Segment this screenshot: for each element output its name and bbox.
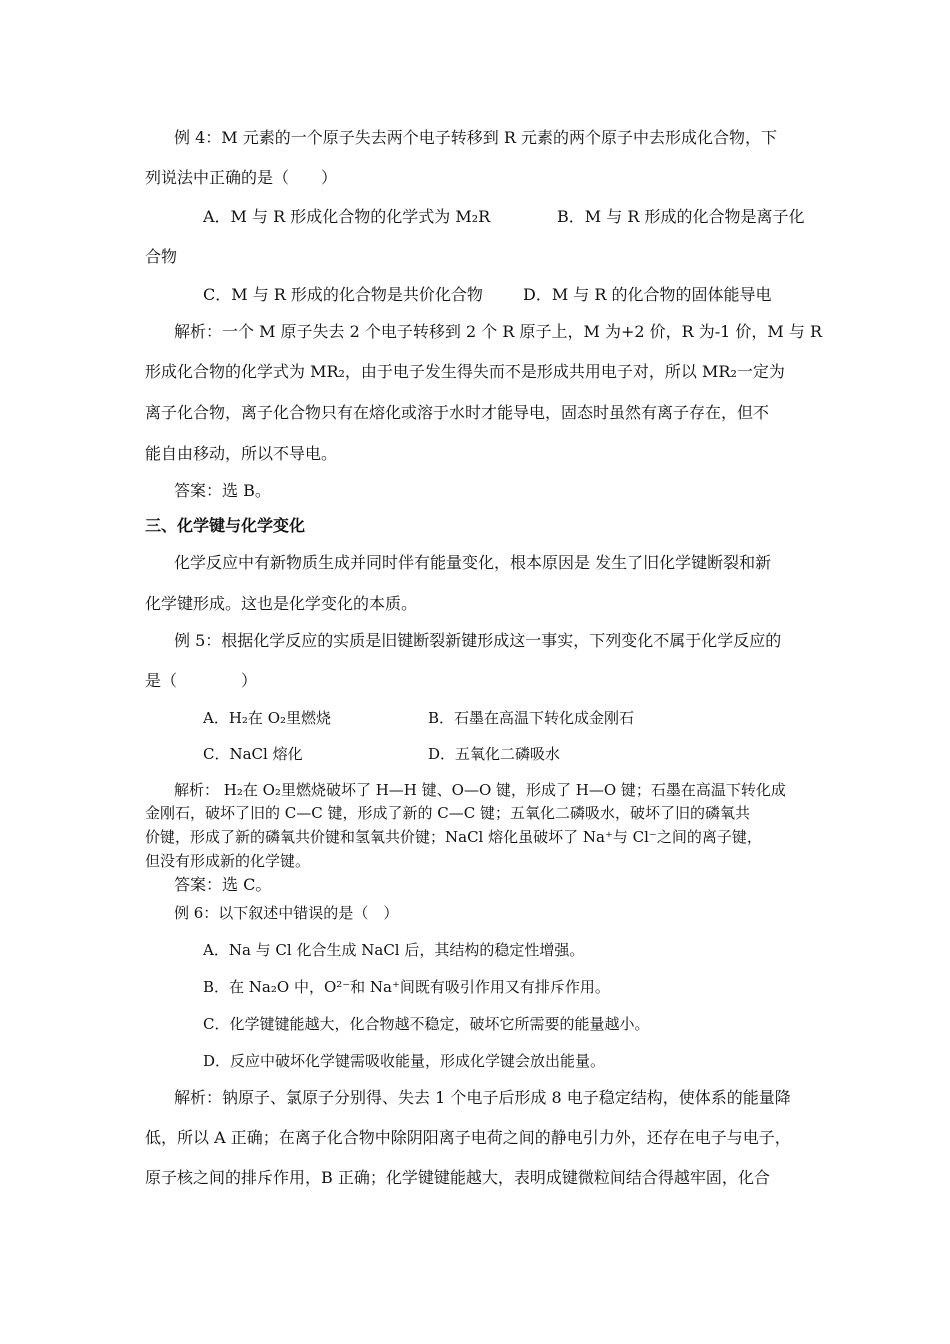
ex5-question-line1: 例 5：根据化学反应的实质是旧键断裂新键形成这一事实，下列变化不属于化学反应的: [174, 631, 782, 650]
ex4-question-line1: 例 4：M 元素的一个原子失去两个电子转移到 R 元素的两个原子中去形成化合物，下: [174, 128, 777, 147]
ex4-option-a: A．M 与 R 形成化合物的化学式为 M₂R: [203, 207, 491, 226]
ex4-option-b-cont: 合物: [145, 247, 178, 266]
section-paragraph-line2: 化学键形成。这也是化学变化的本质。: [145, 594, 418, 613]
ex4-answer: 答案：选 B。: [174, 481, 271, 500]
ex4-option-b: B．M 与 R 形成的化合物是离子化: [557, 207, 805, 226]
ex4-analysis-line3: 离子化合物，离子化合物只有在熔化或溶于水时才能导电，固态时虽然有离子存在，但不: [145, 403, 770, 422]
ex5-answer: 答案：选 C。: [174, 875, 272, 894]
ex6-option-b: B．在 Na₂O 中，O²⁻和 Na⁺间既有吸引作用又有排斥作用。: [203, 978, 610, 996]
section-paragraph-line1: 化学反应中有新物质生成并同时伴有能量变化，根本原因是 发生了旧化学键断裂和新: [174, 553, 772, 572]
ex5-analysis-line1: 解析： H₂在 O₂里燃烧破坏了 H—H 键、O—O 键，形成了 H—O 键；石墨在高温下转化成: [174, 781, 786, 799]
ex4-analysis-line1: 解析：一个 M 原子失去 2 个电子转移到 2 个 R 原子上，M 为+2 价，R 为-1 价，M 与 R: [174, 322, 823, 341]
ex6-option-a: A．Na 与 Cl 化合生成 NaCl 后，其结构的稳定性增强。: [203, 941, 585, 959]
ex5-option-a: A．H₂在 O₂里燃烧: [203, 709, 332, 727]
ex4-analysis-line4: 能自由移动，所以不导电。: [145, 444, 338, 463]
ex5-option-c: C．NaCl 熔化: [203, 745, 303, 763]
ex4-analysis-line2: 形成化合物的化学式为 MR₂，由于电子发生得失而不是形成共用电子对，所以 MR₂一定为: [145, 362, 785, 381]
ex6-analysis-line1: 解析：钠原子、氯原子分别得、失去 1 个电子后形成 8 电子稳定结构，使体系的能量降: [174, 1088, 791, 1107]
ex5-analysis-line3: 价键，形成了新的磷氧共价键和氢氧共价键；NaCl 熔化虽破坏了 Na⁺与 Cl⁻之间的离子键，: [145, 828, 762, 846]
ex6-analysis-line3: 原子核之间的排斥作用，B 正确；化学键键能越大，表明成键微粒间结合得越牢固，化合: [145, 1168, 770, 1187]
ex4-question-line2: 列说法中正确的是（ ）: [145, 168, 338, 187]
ex5-option-d: D．五氧化二磷吸水: [428, 745, 561, 763]
ex6-option-c: C．化学键键能越大，化合物越不稳定，破坏它所需要的能量越小。: [203, 1015, 650, 1033]
section-heading: 三、化学键与化学变化: [145, 516, 306, 535]
ex5-analysis-line2: 金刚石，破坏了旧的 C—C 键，形成了新的 C—C 键；五氧化二磷吸水，破坏了旧的磷氧共: [145, 804, 750, 822]
ex6-analysis-line2: 低，所以 A 正确；在离子化合物中除阴阳离子电荷之间的静电引力外，还存在电子与电子，: [145, 1128, 791, 1147]
ex5-question-line2: 是（ ）: [145, 671, 258, 690]
ex5-analysis-line4: 但没有形成新的化学键。: [145, 852, 311, 870]
ex5-option-b: B．石墨在高温下转化成金刚石: [428, 709, 635, 727]
ex4-option-d: D．M 与 R 的化合物的固体能导电: [523, 285, 772, 304]
ex4-option-c: C．M 与 R 形成的化合物是共价化合物: [203, 285, 483, 304]
ex6-option-d: D．反应中破坏化学键需吸收能量，形成化学键会放出能量。: [203, 1052, 606, 1070]
ex6-question: 例 6：以下叙述中错误的是（ ）: [174, 904, 399, 922]
